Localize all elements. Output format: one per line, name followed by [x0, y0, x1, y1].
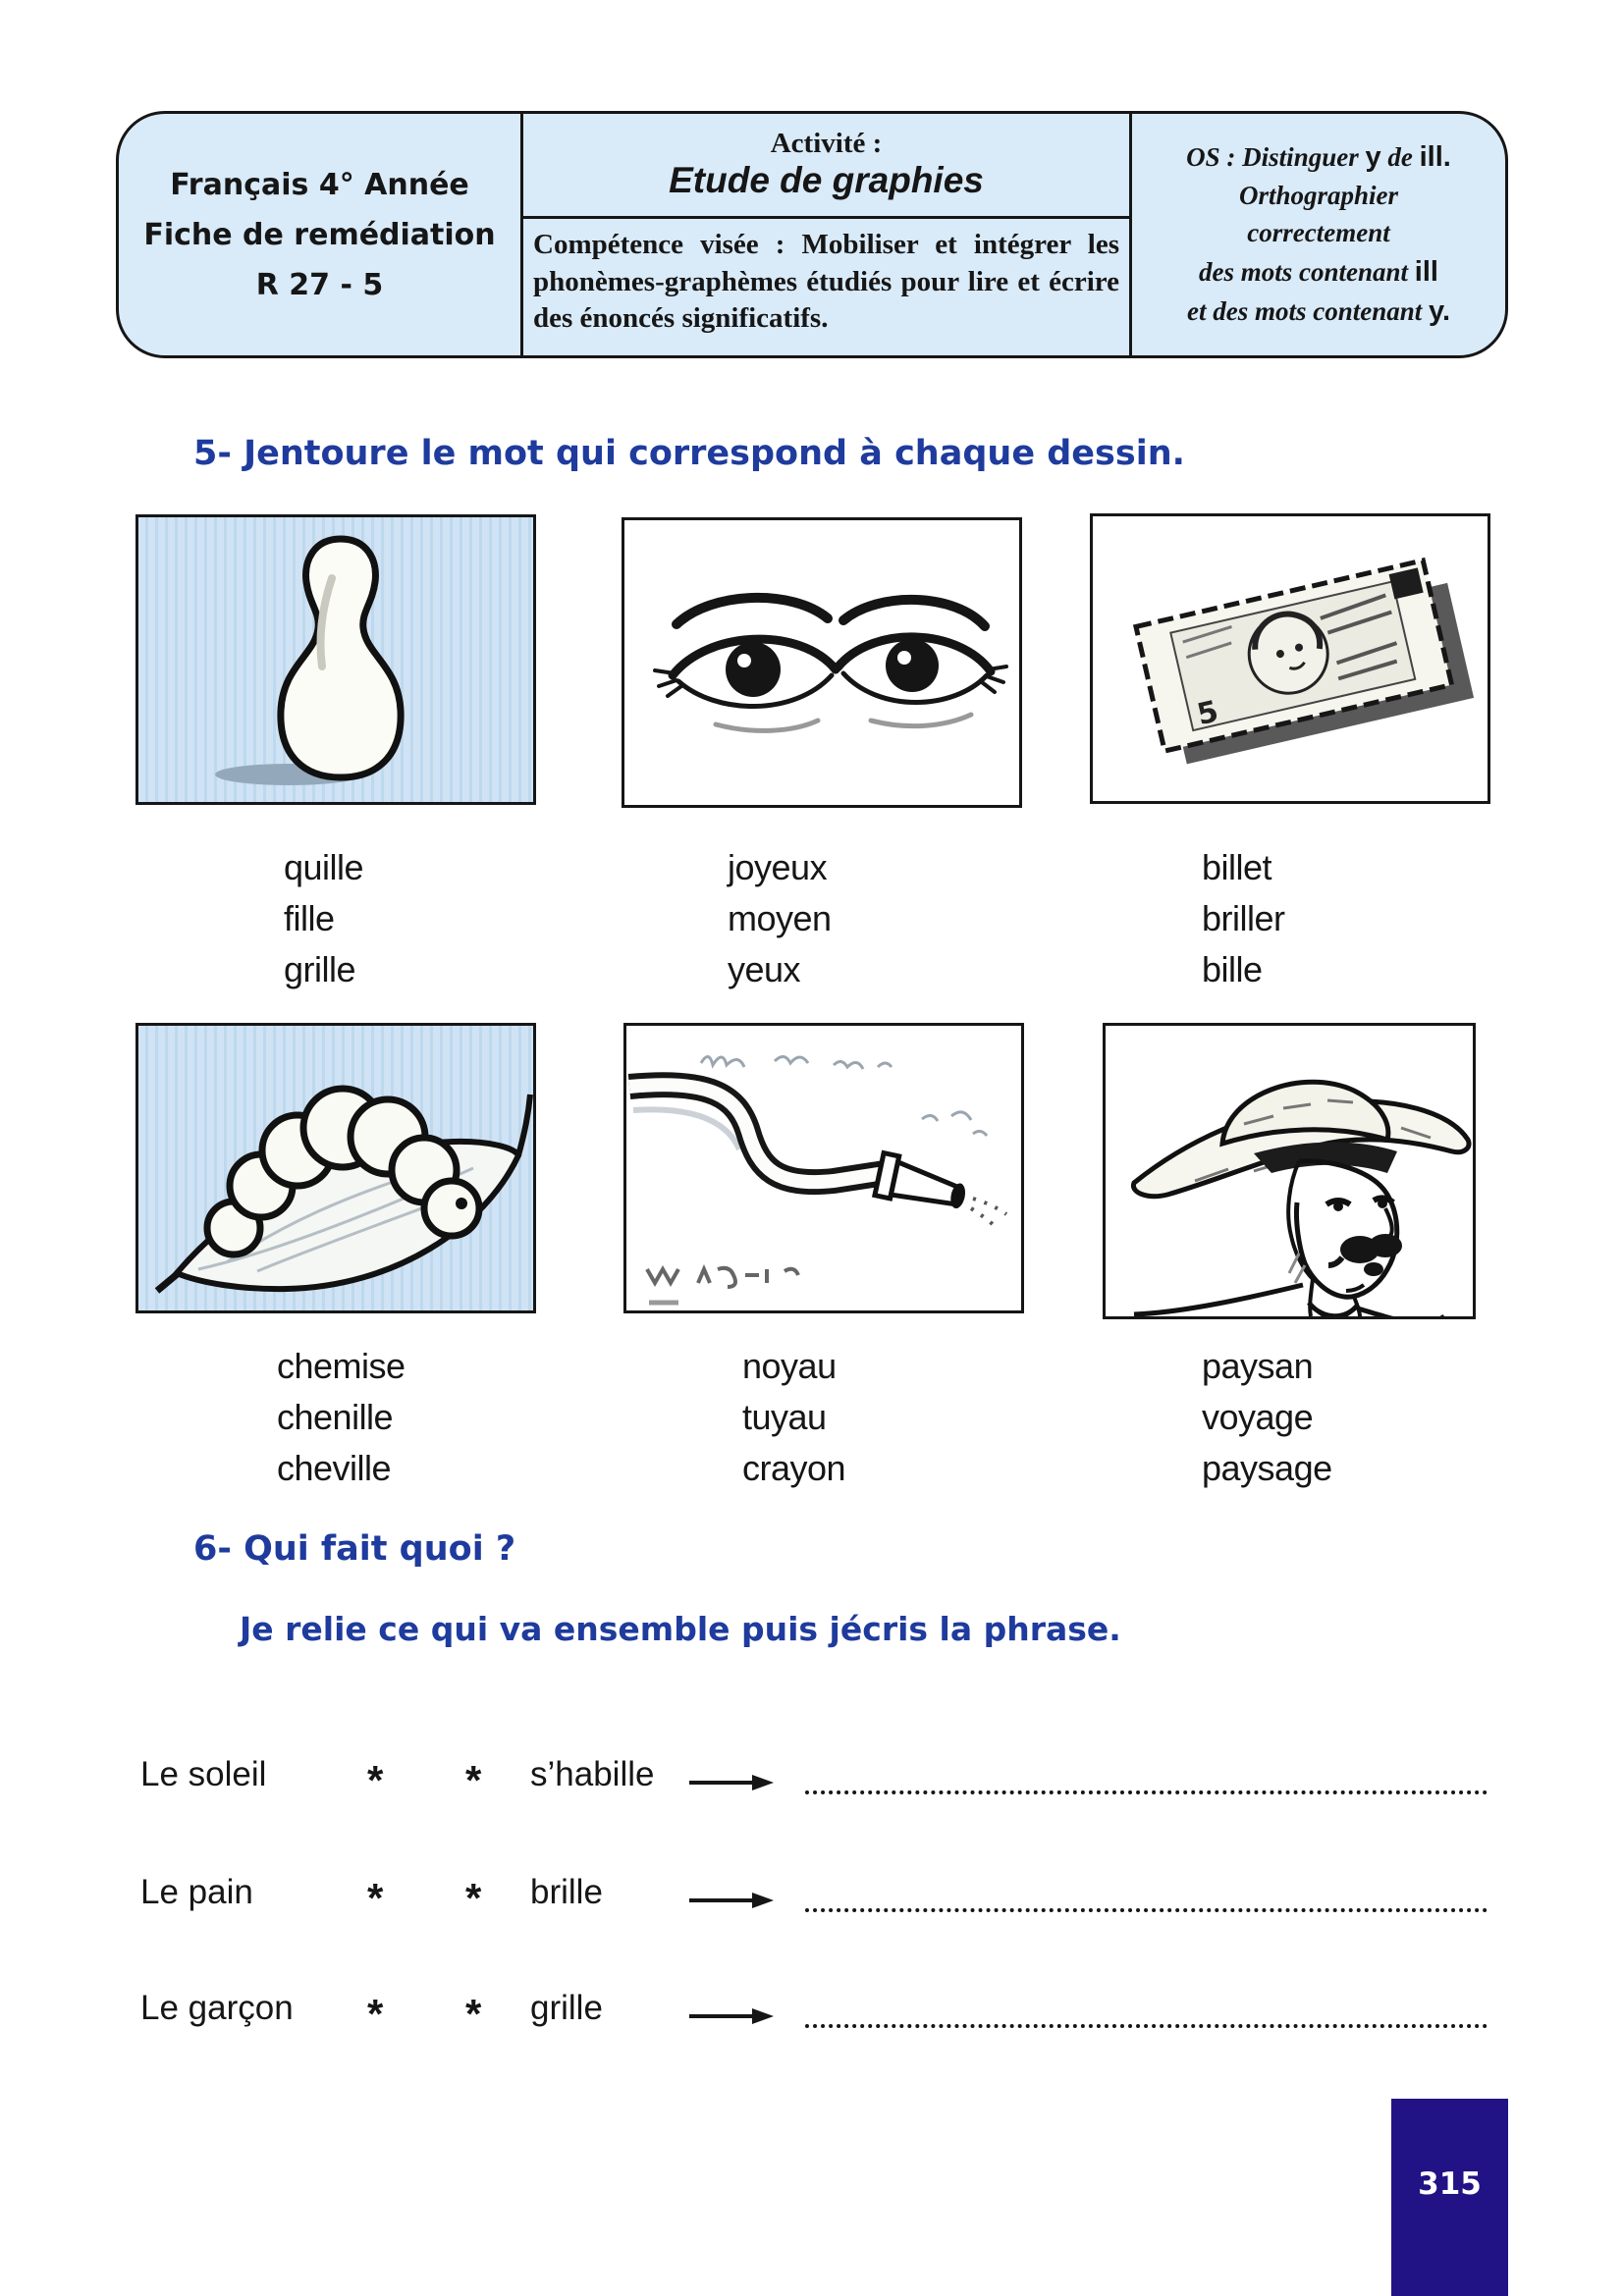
word-option[interactable]: paysage — [1202, 1448, 1332, 1488]
picture-farmer — [1103, 1023, 1476, 1319]
header-right-cell — [1132, 114, 1505, 355]
caterpillar-illustration — [138, 1026, 533, 1310]
picture-caterpillar — [135, 1023, 536, 1313]
header-left-cell — [119, 114, 520, 355]
word-option[interactable]: briller — [1202, 898, 1285, 938]
banknote-illustration — [1093, 516, 1488, 801]
picture-bowling-pin — [135, 514, 536, 805]
connector-star-right[interactable]: * — [465, 1991, 482, 2037]
os-line4-grapheme: ill — [1414, 255, 1438, 288]
eyes-illustration — [624, 520, 1019, 805]
connector-star-right[interactable]: * — [465, 1757, 482, 1803]
word-option[interactable]: quille — [284, 847, 364, 887]
os-line5-text: et des mots contenant — [1186, 296, 1429, 327]
header-table — [116, 111, 1508, 358]
word-option[interactable]: chemise — [277, 1346, 406, 1386]
connector-star-left[interactable]: * — [367, 1757, 384, 1803]
answer-line[interactable] — [805, 1755, 1488, 1794]
word-option[interactable]: cheville — [277, 1448, 392, 1488]
os-line-3: correctement — [1247, 217, 1390, 247]
page-number: 315 — [1418, 2165, 1482, 2202]
os-prefix: OS : Distinguer — [1186, 142, 1366, 173]
word-option[interactable]: bille — [1202, 949, 1263, 989]
activity-cell — [523, 114, 1129, 219]
match-subject: Le garçon — [140, 1989, 294, 2027]
os-line-4 — [1199, 252, 1438, 293]
os-line-1 — [1186, 137, 1451, 178]
sheet-code: R 27 - 5 — [255, 267, 384, 302]
word-list-1 — [284, 842, 363, 995]
match-verb: grille — [530, 1989, 603, 2027]
os-grapheme-ill: ill. — [1419, 141, 1451, 174]
word-list-4 — [277, 1341, 406, 1494]
header-middle-cell — [520, 114, 1132, 355]
picture-banknote — [1090, 513, 1490, 804]
bowling-pin-illustration — [138, 517, 533, 802]
match-verb: brille — [530, 1873, 603, 1911]
course-title: Français 4° Année — [170, 167, 469, 202]
picture-garden-hose — [623, 1023, 1024, 1313]
word-list-5 — [742, 1341, 845, 1494]
match-subject: Le soleil — [140, 1755, 267, 1793]
word-option[interactable]: fille — [284, 898, 335, 938]
word-option[interactable]: chenille — [277, 1397, 394, 1437]
picture-eyes — [622, 517, 1022, 808]
word-list-3 — [1202, 842, 1285, 995]
garden-hose-illustration — [626, 1026, 1021, 1310]
word-option[interactable]: noyau — [742, 1346, 837, 1386]
match-row-soleil — [0, 1755, 1623, 1814]
exercise6-title: 6- Qui fait quoi ? — [193, 1529, 516, 1569]
activity-label: Activité : — [770, 128, 883, 160]
match-row-garcon — [0, 1989, 1623, 2048]
word-option[interactable]: crayon — [742, 1448, 846, 1488]
match-verb: s’habille — [530, 1755, 655, 1793]
os-line-5 — [1187, 292, 1450, 332]
answer-line[interactable] — [805, 1989, 1488, 2028]
farmer-illustration — [1106, 1026, 1473, 1316]
word-list-2 — [728, 842, 832, 995]
word-list-6 — [1202, 1341, 1332, 1494]
word-option[interactable]: yeux — [728, 949, 801, 989]
os-de: de — [1380, 142, 1420, 173]
arrow-right-icon — [687, 1890, 774, 1911]
activity-name: Etude de graphies — [669, 160, 984, 201]
connector-star-left[interactable]: * — [367, 1991, 384, 2037]
word-option[interactable]: voyage — [1202, 1397, 1314, 1437]
word-option[interactable]: joyeux — [728, 847, 828, 887]
word-option[interactable]: tuyau — [742, 1397, 827, 1437]
connector-star-right[interactable]: * — [465, 1875, 482, 1921]
exercise6-instruction: Je relie ce qui va ensemble puis jécris la phrase. — [240, 1610, 1121, 1648]
answer-line[interactable] — [805, 1873, 1488, 1912]
os-grapheme-y: y — [1365, 141, 1381, 174]
exercise5-title: 5- Jentoure le mot qui correspond à chaque dessin. — [193, 434, 1185, 473]
os-line-2: Orthographier — [1238, 180, 1399, 210]
word-option[interactable]: billet — [1202, 847, 1272, 887]
arrow-right-icon — [687, 2005, 774, 2027]
word-option[interactable]: paysan — [1202, 1346, 1314, 1386]
page-number-badge — [1391, 2099, 1508, 2296]
arrow-right-icon — [687, 1772, 774, 1793]
os-line5-grapheme: y. — [1428, 295, 1451, 328]
match-subject: Le pain — [140, 1873, 253, 1911]
banknote-denomination: 5 — [1194, 694, 1222, 733]
word-option[interactable]: moyen — [728, 898, 832, 938]
sheet-type: Fiche de remédiation — [143, 217, 496, 252]
os-line4-text: des mots contenant — [1199, 256, 1415, 287]
competence-text: Compétence visée : Mobiliser et intégrer les phonèmes-graphèmes étudiés pour lire et écrire des énoncés significatifs. — [533, 229, 1119, 335]
word-option[interactable]: grille — [284, 949, 356, 989]
match-row-pain — [0, 1873, 1623, 1932]
connector-star-left[interactable]: * — [367, 1875, 384, 1921]
